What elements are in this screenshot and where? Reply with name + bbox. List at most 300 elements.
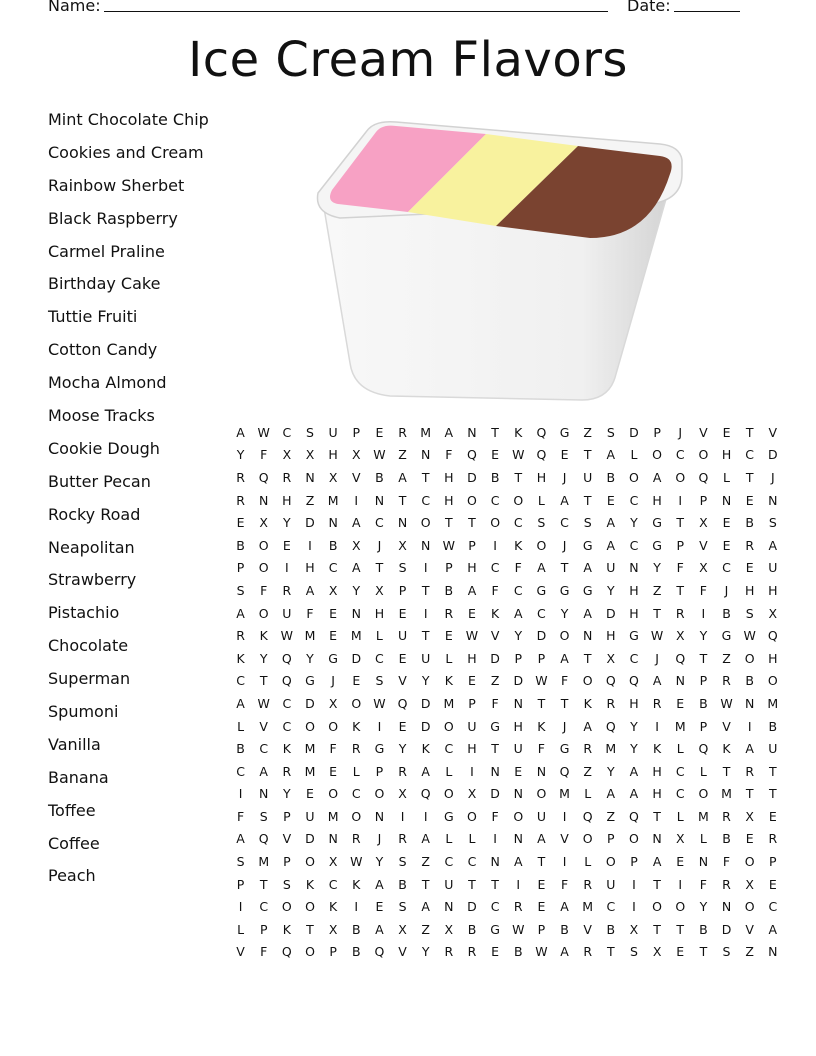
grid-letter[interactable]: I (377, 718, 382, 734)
grid-letter[interactable]: O (513, 808, 524, 824)
grid-letter[interactable]: N (305, 469, 315, 485)
grid-letter[interactable]: N (490, 854, 500, 870)
grid-letter[interactable]: P (537, 650, 546, 666)
grid-letter[interactable]: T (491, 741, 499, 757)
grid-letter[interactable]: A (560, 899, 569, 915)
grid-letter[interactable]: L (237, 921, 245, 937)
grid-letter[interactable]: C (560, 515, 569, 531)
grid-letter[interactable]: M (350, 628, 362, 644)
grid-letter[interactable]: I (493, 537, 497, 553)
grid-letter[interactable]: R (675, 605, 685, 621)
grid-letter[interactable]: Y (259, 650, 268, 666)
grid-letter[interactable]: U (467, 718, 477, 734)
grid-letter[interactable]: S (629, 944, 638, 960)
grid-letter[interactable]: V (398, 673, 407, 689)
grid-letter[interactable]: O (258, 537, 269, 553)
grid-letter[interactable]: N (421, 537, 431, 553)
grid-letter[interactable]: Q (582, 808, 593, 824)
grid-letter[interactable]: F (236, 808, 245, 824)
grid-letter[interactable]: C (490, 899, 500, 915)
grid-letter[interactable]: X (398, 921, 407, 937)
grid-letter[interactable]: X (699, 515, 708, 531)
grid-letter[interactable]: B (328, 537, 338, 553)
grid-letter[interactable]: K (305, 876, 315, 892)
grid-letter[interactable]: E (722, 537, 731, 553)
grid-letter[interactable]: T (445, 515, 453, 531)
name-blank[interactable] (104, 11, 608, 12)
grid-letter[interactable]: N (259, 786, 269, 802)
grid-letter[interactable]: R (282, 763, 292, 779)
grid-letter[interactable]: X (444, 921, 454, 937)
grid-letter[interactable]: X (745, 808, 754, 824)
grid-letter[interactable]: X (375, 582, 384, 598)
grid-letter[interactable]: A (652, 673, 662, 689)
grid-letter[interactable]: O (536, 786, 547, 802)
grid-letter[interactable]: I (285, 560, 289, 576)
grid-letter[interactable]: O (328, 718, 339, 734)
grid-letter[interactable]: C (328, 876, 338, 892)
grid-letter[interactable]: O (744, 854, 755, 870)
grid-letter[interactable]: K (282, 741, 291, 757)
grid-letter[interactable]: L (584, 786, 592, 802)
grid-letter[interactable]: X (675, 831, 685, 847)
grid-letter[interactable]: T (653, 921, 661, 937)
grid-letter[interactable]: O (605, 854, 616, 870)
grid-letter[interactable]: A (375, 921, 384, 937)
grid-letter[interactable]: O (513, 492, 524, 508)
grid-letter[interactable]: N (698, 854, 709, 870)
grid-letter[interactable]: O (652, 899, 663, 915)
grid-letter[interactable]: W (650, 628, 664, 644)
grid-letter[interactable]: E (398, 605, 407, 621)
grid-letter[interactable]: T (676, 582, 685, 598)
grid-letter[interactable]: N (513, 786, 523, 802)
grid-letter[interactable]: E (444, 628, 453, 644)
grid-letter[interactable]: Z (606, 808, 616, 824)
grid-letter[interactable]: H (467, 650, 477, 666)
grid-letter[interactable]: Y (514, 628, 523, 644)
grid-letter[interactable]: T (745, 469, 754, 485)
grid-letter[interactable]: R (722, 673, 731, 689)
grid-letter[interactable]: P (398, 582, 407, 598)
grid-letter[interactable]: T (699, 944, 708, 960)
grid-letter[interactable]: N (374, 492, 385, 508)
grid-letter[interactable]: X (768, 605, 778, 621)
grid-letter[interactable]: F (491, 695, 499, 711)
grid-letter[interactable]: M (697, 808, 709, 824)
grid-letter[interactable]: P (283, 808, 291, 824)
grid-letter[interactable]: T (491, 424, 499, 440)
grid-letter[interactable]: N (768, 944, 778, 960)
grid-letter[interactable]: Z (490, 673, 500, 689)
grid-letter[interactable]: E (468, 673, 476, 689)
grid-letter[interactable]: R (583, 944, 593, 960)
grid-letter[interactable]: C (282, 718, 292, 734)
grid-letter[interactable]: V (259, 718, 268, 734)
grid-letter[interactable]: K (537, 718, 546, 734)
grid-letter[interactable]: D (490, 786, 500, 802)
grid-letter[interactable]: C (675, 786, 685, 802)
grid-letter[interactable]: B (745, 673, 754, 689)
grid-letter[interactable]: P (653, 424, 661, 440)
grid-letter[interactable]: U (397, 628, 408, 644)
grid-letter[interactable]: P (630, 854, 638, 870)
grid-letter[interactable]: X (398, 537, 407, 553)
grid-letter[interactable]: H (768, 650, 778, 666)
grid-letter[interactable]: Y (283, 786, 291, 802)
grid-letter[interactable]: L (468, 831, 476, 847)
grid-letter[interactable]: L (676, 808, 684, 824)
grid-letter[interactable]: G (443, 808, 454, 824)
grid-letter[interactable]: M (420, 424, 432, 440)
grid-letter[interactable]: L (630, 447, 638, 463)
grid-letter[interactable]: L (375, 628, 383, 644)
grid-letter[interactable]: E (329, 763, 338, 779)
grid-letter[interactable]: D (420, 718, 431, 734)
grid-letter[interactable]: O (467, 492, 477, 508)
grid-letter[interactable]: R (236, 469, 245, 485)
grid-letter[interactable]: A (583, 605, 592, 621)
grid-letter[interactable]: B (722, 605, 731, 621)
grid-letter[interactable]: M (674, 718, 686, 734)
grid-letter[interactable]: H (536, 469, 547, 485)
grid-letter[interactable]: B (375, 469, 384, 485)
grid-letter[interactable]: O (305, 854, 315, 870)
grid-letter[interactable]: P (699, 492, 708, 508)
grid-letter[interactable]: K (514, 424, 523, 440)
grid-letter[interactable]: M (304, 763, 316, 779)
grid-letter[interactable]: S (583, 515, 592, 531)
grid-letter[interactable]: W (465, 628, 479, 644)
grid-letter[interactable]: S (398, 899, 407, 915)
grid-letter[interactable]: W (743, 628, 756, 644)
grid-letter[interactable]: O (698, 447, 709, 463)
grid-letter[interactable]: I (632, 876, 636, 892)
grid-letter[interactable]: M (721, 786, 732, 802)
grid-letter[interactable]: L (584, 854, 592, 870)
grid-letter[interactable]: K (653, 741, 662, 757)
grid-letter[interactable]: O (536, 537, 547, 553)
grid-letter[interactable]: H (744, 582, 755, 598)
grid-letter[interactable]: I (423, 808, 428, 824)
grid-letter[interactable]: C (629, 492, 639, 508)
grid-letter[interactable]: H (606, 628, 616, 644)
grid-letter[interactable]: R (351, 831, 361, 847)
grid-letter[interactable]: G (305, 673, 315, 689)
grid-letter[interactable]: A (583, 718, 592, 734)
grid-letter[interactable]: R (236, 628, 245, 644)
grid-letter[interactable]: K (259, 628, 268, 644)
grid-letter[interactable]: T (722, 763, 731, 779)
grid-letter[interactable]: M (304, 741, 316, 757)
grid-letter[interactable]: R (768, 831, 778, 847)
grid-letter[interactable]: G (490, 718, 500, 734)
grid-letter[interactable]: A (351, 515, 361, 531)
grid-letter[interactable]: O (629, 469, 639, 485)
grid-letter[interactable]: X (652, 944, 662, 960)
grid-letter[interactable]: O (443, 786, 454, 802)
grid-letter[interactable]: L (537, 492, 545, 508)
grid-letter[interactable]: A (236, 605, 245, 621)
grid-letter[interactable]: O (374, 786, 385, 802)
grid-letter[interactable]: C (444, 854, 454, 870)
grid-letter[interactable]: H (629, 695, 639, 711)
grid-letter[interactable]: S (398, 560, 407, 576)
grid-letter[interactable]: D (767, 447, 778, 463)
grid-letter[interactable]: D (513, 673, 524, 689)
grid-letter[interactable]: V (560, 831, 569, 847)
grid-letter[interactable]: T (560, 695, 569, 711)
grid-letter[interactable]: B (444, 582, 454, 598)
grid-letter[interactable]: E (468, 605, 476, 621)
grid-letter[interactable]: E (537, 899, 546, 915)
grid-letter[interactable]: V (583, 921, 592, 937)
grid-letter[interactable]: T (583, 447, 592, 463)
grid-letter[interactable]: O (744, 899, 755, 915)
grid-letter[interactable]: D (305, 695, 315, 711)
grid-letter[interactable]: Y (607, 582, 615, 598)
grid-letter[interactable]: E (514, 763, 523, 779)
grid-letter[interactable]: S (398, 854, 407, 870)
grid-letter[interactable]: I (562, 854, 567, 870)
grid-letter[interactable]: W (442, 537, 456, 553)
grid-letter[interactable]: M (559, 786, 570, 802)
grid-letter[interactable]: B (236, 537, 245, 553)
grid-letter[interactable]: A (467, 582, 477, 598)
grid-letter[interactable]: P (375, 763, 384, 779)
grid-letter[interactable]: Z (722, 650, 731, 666)
grid-letter[interactable]: U (583, 469, 593, 485)
grid-letter[interactable]: T (398, 492, 407, 508)
grid-letter[interactable]: K (236, 650, 245, 666)
grid-letter[interactable]: T (259, 876, 268, 892)
grid-letter[interactable]: M (582, 899, 594, 915)
grid-letter[interactable]: R (606, 695, 616, 711)
grid-letter[interactable]: F (260, 944, 268, 960)
grid-letter[interactable]: E (722, 424, 731, 440)
grid-letter[interactable]: U (444, 876, 454, 892)
grid-letter[interactable]: D (351, 650, 362, 666)
grid-letter[interactable]: T (468, 515, 476, 531)
grid-letter[interactable]: G (559, 741, 570, 757)
grid-letter[interactable]: E (236, 515, 245, 531)
grid-letter[interactable]: F (676, 560, 684, 576)
grid-letter[interactable]: R (467, 944, 477, 960)
grid-letter[interactable]: V (490, 628, 500, 644)
grid-letter[interactable]: P (352, 424, 361, 440)
grid-letter[interactable]: S (236, 854, 245, 870)
grid-letter[interactable]: S (306, 424, 314, 440)
grid-letter[interactable]: W (257, 424, 270, 440)
grid-letter[interactable]: C (675, 763, 685, 779)
grid-letter[interactable]: D (490, 650, 500, 666)
grid-letter[interactable]: I (354, 899, 359, 915)
grid-letter[interactable]: R (745, 537, 754, 553)
grid-letter[interactable]: A (560, 944, 569, 960)
grid-letter[interactable]: G (652, 515, 662, 531)
grid-letter[interactable]: I (400, 808, 405, 824)
grid-letter[interactable]: N (583, 628, 593, 644)
grid-letter[interactable]: E (329, 605, 338, 621)
grid-letter[interactable]: M (767, 695, 779, 711)
grid-letter[interactable]: X (351, 447, 361, 463)
grid-letter[interactable]: F (260, 582, 268, 598)
grid-letter[interactable]: W (280, 628, 294, 644)
grid-letter[interactable]: S (537, 515, 546, 531)
grid-letter[interactable]: E (375, 899, 384, 915)
grid-letter[interactable]: A (398, 469, 407, 485)
grid-letter[interactable]: P (607, 831, 615, 847)
grid-letter[interactable]: W (350, 854, 363, 870)
grid-letter[interactable]: H (328, 447, 338, 463)
grid-letter[interactable]: L (445, 650, 453, 666)
grid-letter[interactable]: T (375, 560, 384, 576)
grid-letter[interactable]: P (699, 673, 708, 689)
grid-letter[interactable]: O (351, 808, 362, 824)
grid-letter[interactable]: I (238, 786, 243, 802)
grid-letter[interactable]: Q (629, 673, 639, 689)
grid-letter[interactable]: J (377, 537, 382, 553)
grid-letter[interactable]: K (329, 899, 338, 915)
grid-letter[interactable]: Y (421, 673, 430, 689)
grid-letter[interactable]: U (768, 560, 778, 576)
grid-letter[interactable]: X (699, 560, 708, 576)
grid-letter[interactable]: Y (352, 582, 361, 598)
grid-letter[interactable]: F (329, 741, 337, 757)
grid-letter[interactable]: B (699, 921, 708, 937)
grid-letter[interactable]: H (652, 763, 662, 779)
grid-letter[interactable]: Z (421, 921, 430, 937)
grid-letter[interactable]: X (606, 650, 616, 666)
grid-letter[interactable]: J (562, 469, 567, 485)
grid-letter[interactable]: F (445, 447, 453, 463)
grid-letter[interactable]: H (768, 582, 778, 598)
grid-letter[interactable]: Z (652, 582, 662, 598)
grid-letter[interactable]: N (328, 515, 338, 531)
grid-letter[interactable]: T (607, 944, 615, 960)
grid-letter[interactable]: B (606, 921, 616, 937)
grid-letter[interactable]: E (398, 718, 407, 734)
grid-letter[interactable]: H (629, 582, 639, 598)
grid-letter[interactable]: X (328, 582, 338, 598)
grid-letter[interactable]: F (514, 560, 522, 576)
grid-letter[interactable]: R (583, 741, 593, 757)
grid-letter[interactable]: T (583, 650, 592, 666)
grid-letter[interactable]: A (629, 763, 639, 779)
grid-letter[interactable]: D (467, 899, 477, 915)
grid-letter[interactable]: T (653, 876, 661, 892)
grid-letter[interactable]: I (678, 492, 683, 508)
grid-letter[interactable]: M (443, 695, 455, 711)
grid-letter[interactable]: N (490, 763, 500, 779)
grid-letter[interactable]: V (398, 944, 407, 960)
grid-letter[interactable]: S (375, 673, 384, 689)
grid-letter[interactable]: U (282, 605, 292, 621)
grid-letter[interactable]: Y (630, 515, 638, 531)
grid-letter[interactable]: E (352, 673, 361, 689)
grid-letter[interactable]: D (305, 831, 315, 847)
grid-letter[interactable]: H (374, 605, 385, 621)
grid-letter[interactable]: T (306, 921, 314, 937)
grid-letter[interactable]: L (723, 469, 730, 485)
grid-letter[interactable]: E (768, 808, 777, 824)
grid-letter[interactable]: C (513, 582, 523, 598)
grid-letter[interactable]: T (421, 628, 430, 644)
grid-letter[interactable]: T (676, 515, 685, 531)
grid-letter[interactable]: C (236, 673, 245, 689)
grid-letter[interactable]: N (768, 492, 778, 508)
grid-letter[interactable]: R (398, 763, 407, 779)
grid-letter[interactable]: B (490, 469, 500, 485)
grid-letter[interactable]: V (282, 831, 292, 847)
grid-letter[interactable]: T (421, 582, 430, 598)
grid-letter[interactable]: O (559, 628, 570, 644)
grid-letter[interactable]: H (444, 492, 454, 508)
grid-letter[interactable]: O (351, 695, 362, 711)
grid-letter[interactable]: H (305, 560, 315, 576)
grid-letter[interactable]: Z (583, 763, 592, 779)
grid-letter[interactable]: C (537, 605, 546, 621)
grid-letter[interactable]: N (374, 808, 385, 824)
grid-letter[interactable]: B (351, 921, 361, 937)
grid-letter[interactable]: V (699, 424, 708, 440)
grid-letter[interactable]: J (331, 673, 335, 689)
grid-letter[interactable]: K (282, 921, 291, 937)
grid-letter[interactable]: V (722, 718, 731, 734)
grid-letter[interactable]: W (512, 921, 525, 937)
grid-letter[interactable]: F (260, 447, 268, 463)
grid-letter[interactable]: T (745, 424, 754, 440)
grid-letter[interactable]: G (582, 537, 593, 553)
grid-letter[interactable]: E (722, 515, 731, 531)
grid-letter[interactable]: Q (420, 786, 431, 802)
grid-letter[interactable]: B (560, 921, 569, 937)
grid-letter[interactable]: E (745, 492, 754, 508)
grid-letter[interactable]: Q (605, 673, 616, 689)
grid-letter[interactable]: A (560, 492, 569, 508)
grid-letter[interactable]: F (491, 808, 499, 824)
grid-letter[interactable]: R (236, 492, 245, 508)
grid-letter[interactable]: B (351, 944, 361, 960)
grid-letter[interactable]: X (328, 695, 338, 711)
grid-letter[interactable]: P (676, 537, 685, 553)
grid-letter[interactable]: T (537, 854, 546, 870)
grid-letter[interactable]: Y (398, 741, 407, 757)
grid-letter[interactable]: O (767, 673, 778, 689)
grid-letter[interactable]: W (373, 695, 386, 711)
grid-letter[interactable]: O (305, 718, 315, 734)
grid-letter[interactable]: E (606, 492, 615, 508)
grid-letter[interactable]: Y (283, 515, 291, 531)
grid-letter[interactable]: F (491, 582, 499, 598)
grid-letter[interactable]: B (467, 921, 477, 937)
grid-letter[interactable]: T (768, 786, 777, 802)
grid-letter[interactable]: A (305, 582, 315, 598)
grid-letter[interactable]: Z (745, 944, 754, 960)
grid-letter[interactable]: E (768, 876, 777, 892)
grid-letter[interactable]: N (721, 492, 732, 508)
grid-letter[interactable]: A (537, 831, 546, 847)
grid-letter[interactable]: E (306, 786, 314, 802)
grid-letter[interactable]: Y (630, 741, 638, 757)
grid-letter[interactable]: P (514, 650, 523, 666)
grid-letter[interactable]: T (768, 763, 777, 779)
grid-letter[interactable]: O (675, 469, 686, 485)
grid-letter[interactable]: C (328, 560, 338, 576)
grid-letter[interactable]: C (236, 763, 245, 779)
grid-letter[interactable]: N (328, 831, 338, 847)
grid-letter[interactable]: R (444, 605, 454, 621)
